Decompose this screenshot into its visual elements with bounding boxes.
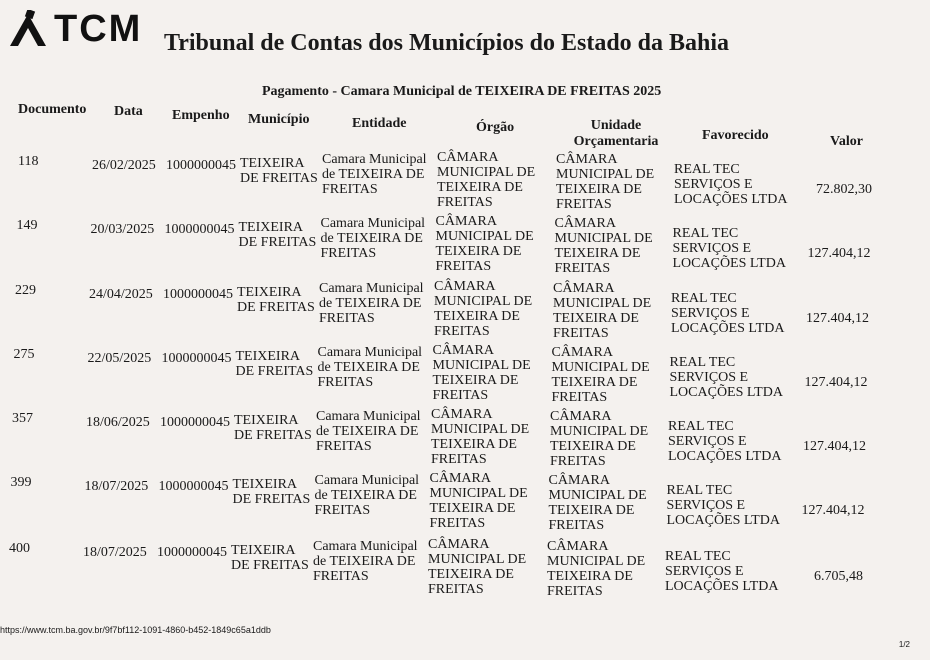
col-orgao: Órgão (476, 120, 515, 135)
cell-entidade: Camara Municipal de TEIXEIRA DE FREITAS (322, 152, 427, 197)
cell-unidade: CÂMARA MUNICIPAL DE TEIXEIRA DE FREITAS (556, 152, 655, 212)
cell-data: 18/07/2025 (84, 479, 149, 494)
cell-orgao: CÂMARA MUNICIPAL DE TEIXEIRA DE FREITAS (434, 279, 533, 339)
cell-documento: 399 (10, 475, 32, 490)
cell-unidade: CÂMARA MUNICIPAL DE TEIXEIRA DE FREITAS (547, 539, 646, 599)
cell-unidade: CÂMARA MUNICIPAL DE TEIXEIRA DE FREITAS (554, 216, 653, 276)
cell-entidade: Camara Municipal de TEIXEIRA DE FREITAS (319, 281, 424, 326)
tcm-logo (8, 8, 142, 51)
col-empenho: Empenho (172, 108, 230, 123)
cell-valor: 127.404,12 (804, 375, 868, 390)
cell-data: 24/04/2025 (89, 287, 153, 302)
cell-unidade: CÂMARA MUNICIPAL DE TEIXEIRA DE FREITAS (550, 409, 649, 469)
cell-empenho: 1000000045 (166, 158, 236, 173)
col-documento: Documento (18, 102, 87, 117)
cell-favorecido: REAL TEC SERVIÇOS E LOCAÇÕES LTDA (672, 226, 786, 271)
cell-entidade: Camara Municipal de TEIXEIRA DE FREITAS (320, 216, 426, 261)
cell-data: 22/05/2025 (87, 351, 152, 366)
cell-orgao: CÂMARA MUNICIPAL DE TEIXEIRA DE FREITAS (429, 471, 528, 531)
cell-entidade: Camara Municipal de TEIXEIRA DE FREITAS (316, 409, 421, 454)
cell-documento: 400 (9, 541, 30, 556)
cell-documento: 275 (13, 347, 35, 362)
page-number: 1/2 (898, 640, 910, 649)
cell-valor: 127.404,12 (801, 503, 865, 518)
cell-orgao: CÂMARA MUNICIPAL DE TEIXEIRA DE FREITAS (435, 214, 534, 274)
cell-documento: 118 (18, 154, 39, 169)
cell-favorecido: REAL TEC SERVIÇOS E LOCAÇÕES LTDA (666, 483, 780, 528)
cell-favorecido: REAL TEC SERVIÇOS E LOCAÇÕES LTDA (668, 419, 782, 464)
cell-favorecido: REAL TEC SERVIÇOS E LOCAÇÕES LTDA (671, 291, 785, 336)
cell-documento: 229 (15, 283, 36, 298)
cell-empenho: 1000000045 (163, 287, 233, 302)
cell-unidade: CÂMARA MUNICIPAL DE TEIXEIRA DE FREITAS (553, 281, 652, 341)
logo-text: TCM (54, 8, 143, 50)
cell-favorecido: REAL TEC SERVIÇOS E LOCAÇÕES LTDA (669, 355, 783, 400)
cell-empenho: 1000000045 (164, 222, 235, 237)
cell-data: 26/02/2025 (92, 158, 156, 173)
cell-valor: 6.705,48 (814, 569, 863, 584)
cell-municipio: TEIXEIRA DE FREITAS (238, 220, 317, 250)
cell-valor: 127.404,12 (807, 246, 871, 261)
cell-valor: 127.404,12 (803, 439, 866, 454)
cell-municipio: TEIXEIRA DE FREITAS (231, 543, 309, 573)
cell-empenho: 1000000045 (158, 479, 229, 494)
col-data: Data (114, 104, 143, 119)
footer-url[interactable]: https://www.tcm.ba.gov.br/9f7bf112-1091-4860-b452-1849c65a1ddb (0, 625, 271, 635)
cell-municipio: TEIXEIRA DE FREITAS (235, 349, 314, 379)
report-title: Pagamento - Camara Municipal de TEIXEIRA DE FREITAS 2025 (262, 84, 662, 99)
cell-municipio: TEIXEIRA DE FREITAS (237, 285, 315, 315)
col-municipio: Município (248, 112, 310, 127)
cell-data: 18/07/2025 (83, 545, 147, 560)
cell-orgao: CÂMARA MUNICIPAL DE TEIXEIRA DE FREITAS (432, 343, 531, 403)
cell-orgao: CÂMARA MUNICIPAL DE TEIXEIRA DE FREITAS (437, 150, 536, 210)
cell-entidade: Camara Municipal de TEIXEIRA DE FREITAS (314, 473, 420, 518)
cell-unidade: CÂMARA MUNICIPAL DE TEIXEIRA DE FREITAS (548, 473, 647, 533)
table-row (0, 407, 930, 473)
cell-municipio: TEIXEIRA DE FREITAS (232, 477, 311, 507)
tcm-logo-icon (8, 10, 48, 50)
cell-unidade: CÂMARA MUNICIPAL DE TEIXEIRA DE FREITAS (551, 345, 650, 405)
col-unidade: Unidade Orçamentaria (573, 118, 659, 149)
cell-empenho: 1000000045 (161, 351, 232, 366)
cell-documento: 357 (12, 411, 33, 426)
table-row (0, 343, 930, 409)
col-valor: Valor (830, 134, 863, 149)
cell-orgao: CÂMARA MUNICIPAL DE TEIXEIRA DE FREITAS (428, 537, 527, 597)
table-row (0, 214, 930, 280)
col-favorecido: Favorecido (702, 128, 769, 143)
cell-municipio: TEIXEIRA DE FREITAS (240, 156, 318, 186)
cell-favorecido: REAL TEC SERVIÇOS E LOCAÇÕES LTDA (665, 549, 779, 594)
cell-favorecido: REAL TEC SERVIÇOS E LOCAÇÕES LTDA (674, 162, 788, 207)
cell-valor: 127.404,12 (806, 311, 869, 326)
cell-data: 20/03/2025 (90, 222, 155, 237)
document-header (8, 8, 908, 68)
cell-documento: 149 (16, 218, 38, 233)
cell-empenho: 1000000045 (160, 415, 230, 430)
table-row (0, 279, 930, 345)
cell-empenho: 1000000045 (157, 545, 227, 560)
cell-data: 18/06/2025 (86, 415, 150, 430)
table-row (0, 150, 930, 216)
cell-orgao: CÂMARA MUNICIPAL DE TEIXEIRA DE FREITAS (431, 407, 530, 467)
table-row (0, 471, 930, 537)
cell-entidade: Camara Municipal de TEIXEIRA DE FREITAS (313, 539, 418, 584)
cell-valor: 72.802,30 (816, 182, 872, 197)
cell-entidade: Camara Municipal de TEIXEIRA DE FREITAS (317, 345, 423, 390)
table-row (0, 537, 930, 603)
org-title: Tribunal de Contas dos Municípios do Estado da Bahia (164, 30, 730, 56)
col-entidade: Entidade (352, 116, 407, 131)
cell-municipio: TEIXEIRA DE FREITAS (234, 413, 312, 443)
